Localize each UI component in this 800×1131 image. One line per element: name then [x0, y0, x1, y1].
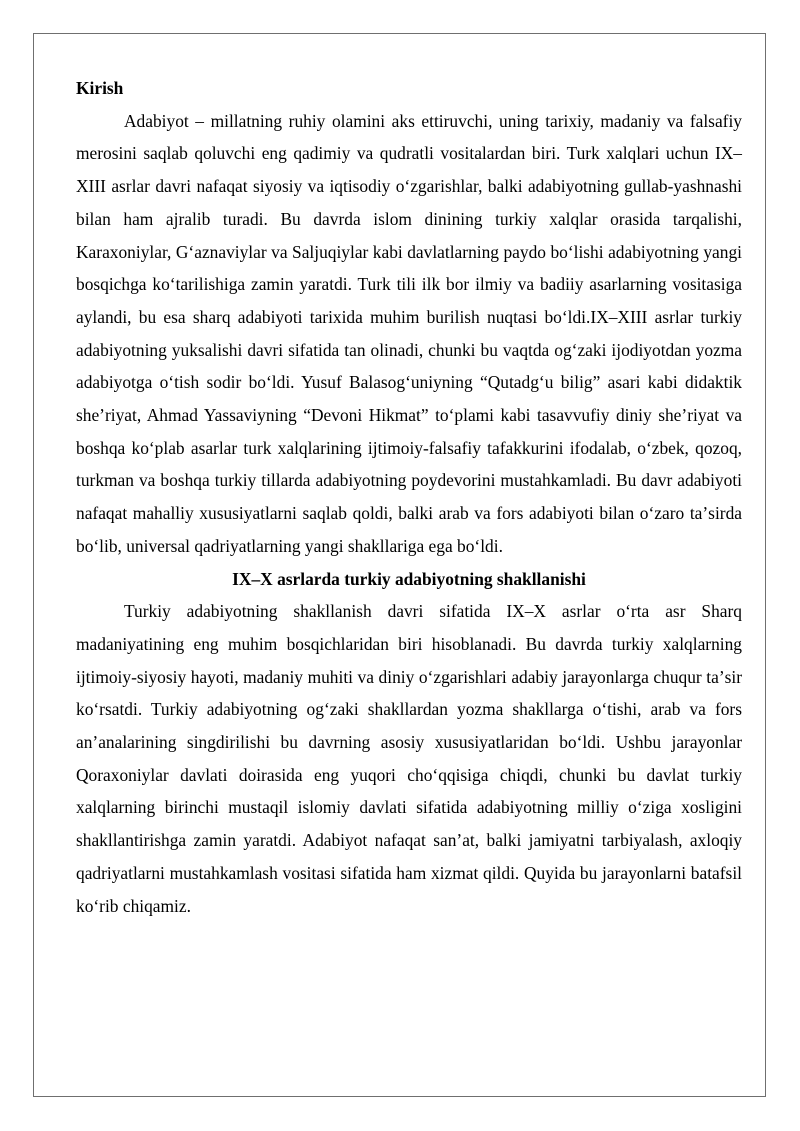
intro-paragraph: Adabiyot – millatning ruhiy olamini aks ettiruvchi, uning tarixiy, madaniy va falsafiy merosini saqlab qoluvchi eng qadimiy va qudratli vositalardan biri. Turk xalqlari uchun IX–XIII asrlar davri nafaqat siyosiy va iqtisodiy oʻzgarishlar, balki adabiyotning gullab-yashnashi bilan ham ajralib turadi. Bu davrda islom dinining turkiy xalqlar orasida tarqalishi, Karaxoniylar, Gʻaznaviylar va Saljuqiylar kabi davlatlarning paydo boʻlishi adabiyotning yangi bosqichga koʻtarilishiga zamin yaratdi. Turk tili ilk bor ilmiy va badiiy asarlarning vositasiga aylandi, bu esa sharq adabiyoti tarixida muhim burilish nuqtasi boʻldi.IX–XIII asrlar turkiy adabiyotning yuksalishi davri sifatida tan olinadi, chunki bu vaqtda ogʻzaki ijodiyotdan yozma adabiyotga oʻtish sodir boʻldi. Yusuf Balasogʻuniyning “Qutadgʻu bilig” asari kabi didaktik sheʼriyat, Ahmad Yassaviyning “Devoni Hikmat” toʻplami kabi tasavvufiy diniy sheʼriyat va boshqa koʻplab asarlar turk xalqlarining ijtimoiy-falsafiy tafakkurini ifodalab, oʻzbek, qozoq, turkman va boshqa turkiy tillarda adabiyotning poydevorini mustahkamladi. Bu davr adabiyoti nafaqat mahalliy xususiyatlarni saqlab qoldi, balki arab va fors adabiyoti bilan oʻzaro taʼsirda boʻlib, universal qadriyatlarning yangi shakllariga ega boʻldi. — [76, 110, 742, 556]
document-body — [76, 72, 742, 922]
section-title: IX–X asrlarda turkiy adabiyotning shakllanishi — [232, 568, 586, 589]
intro-heading: Kirish — [76, 78, 124, 98]
section-paragraph: Turkiy adabiyotning shakllanish davri sifatida IX–X asrlar oʻrta asr Sharq madaniyatining eng muhim bosqichlaridan biri hisoblanadi. Bu davrda turkiy xalqlarning ijtimoiy-siyosiy hayoti, madaniy muhiti va diniy oʻzgarishlari adabiy jarayonlarga chuqur taʼsir koʻrsatdi. Turkiy adabiyotning ogʻzaki shakllardan yozma shakllarga oʻtishi, arab va fors anʼanalarining singdirilishi bu davrning asosiy xususiyatlaridan boʻldi. Ushbu jarayonlar Qoraxoniylar davlati doirasida eng yuqori choʻqqisiga chiqdi, chunki bu davlat turkiy xalqlarning birinchi mustaqil islomiy davlati sifatida adabiyotning milliy oʻziga xosligini shakllantirishga zamin yaratdi. Adabiyot nafaqat sanʼat, balki jamiyatni tarbiyalash, axloqiy qadriyatlarni mustahkamlash vositasi sifatida ham xizmat qildi. Quyida bu jarayonlarni batafsil koʻrib chiqamiz. — [76, 601, 742, 916]
